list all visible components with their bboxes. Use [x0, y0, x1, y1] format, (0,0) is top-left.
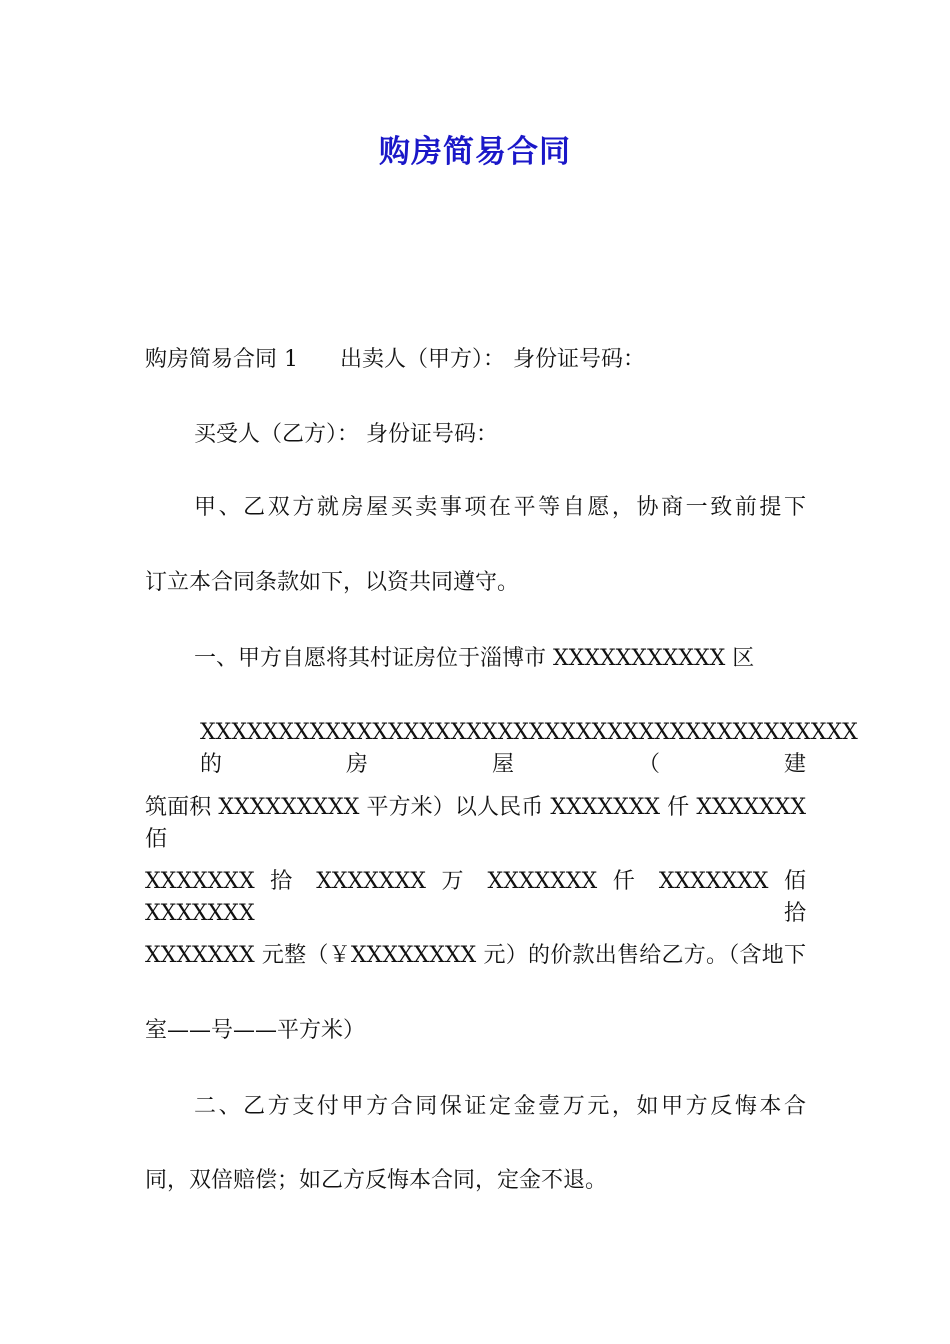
seller-id-label: 身份证号码：	[513, 347, 646, 372]
contract-number: 购房简易合同 1	[145, 347, 298, 372]
clause-1-line: 筑面积 XXXXXXXXX 平方米）以人民币 XXXXXXX 仟 XXXXXXX 佰	[145, 795, 806, 852]
paragraph-line: 订立本合同条款如下，以资共同遵守。	[145, 570, 520, 595]
document-title: 购房简易合同	[379, 134, 571, 170]
clause-2-line: 二、乙方支付甲方合同保证定金壹万元，如甲方反悔本合	[194, 1094, 806, 1119]
clause-2-line: 同，双倍赔偿；如乙方反悔本合同，定金不退。	[145, 1168, 608, 1193]
buyer-line: 买受人（乙方）： 身份证号码：	[194, 422, 498, 447]
header-line	[145, 344, 806, 376]
clause-1-line: XXXXXXX 拾 XXXXXXX 万 XXXXXXX 仟 XXXXXXX 佰 XXXXXXX 拾	[145, 869, 806, 926]
clause-1-line: 室——号——平方米）	[145, 1018, 366, 1043]
clause-1-line: XXXXXXX 元整（￥XXXXXXXX 元）的价款出售给乙方。（含地下	[145, 943, 806, 968]
clause-1-line: XXXXXXXXXXXXXXXXXXXXXXXXXXXXXXXXXXXXXXXXXX 的房屋（建	[200, 720, 858, 777]
paragraph-line: 甲、乙双方就房屋买卖事项在平等自愿，协商一致前提下	[194, 495, 806, 520]
clause-1-line: 一、甲方自愿将其村证房位于淄博市 XXXXXXXXXXX 区	[194, 646, 755, 671]
seller-label: 出卖人（甲方）：	[340, 347, 506, 372]
